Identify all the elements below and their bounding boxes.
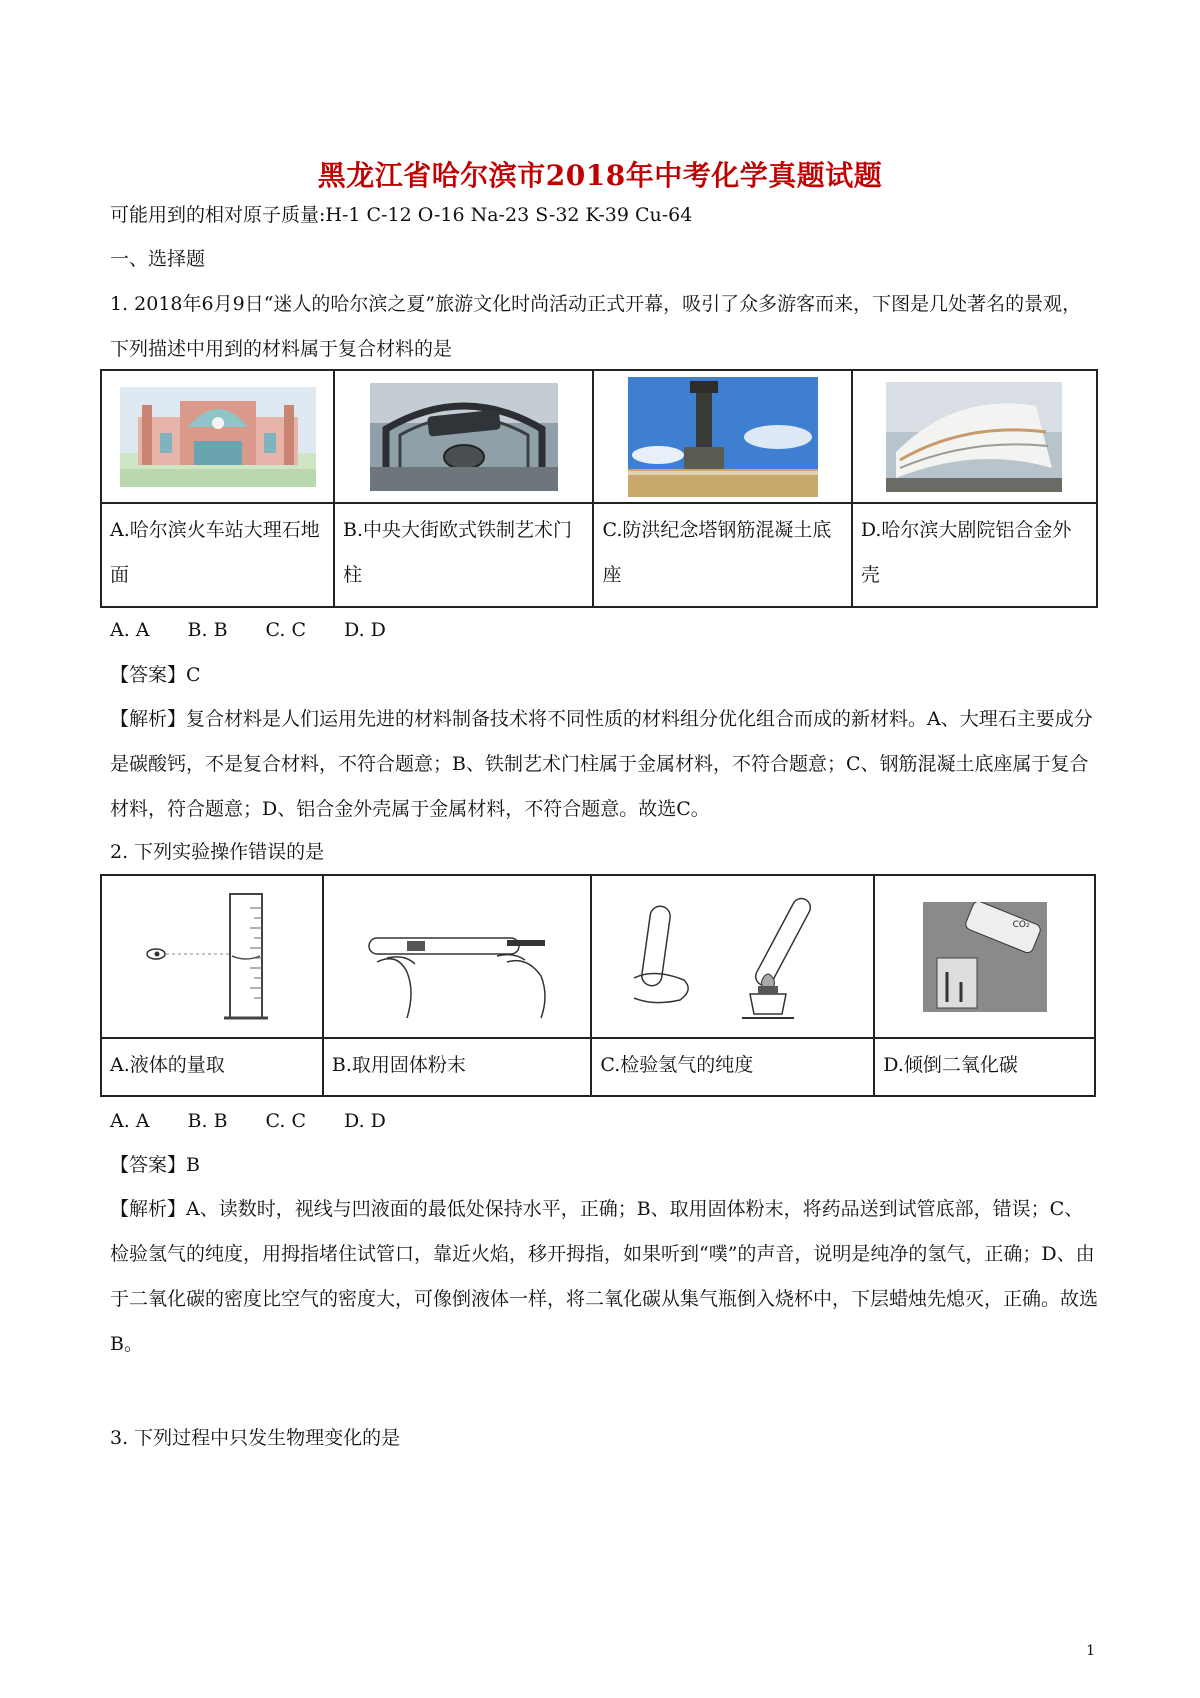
co2-pouring-diagram bbox=[923, 902, 1047, 1012]
option-a-image-cell bbox=[101, 875, 323, 1038]
choice-d: D. D bbox=[344, 619, 386, 641]
test-tube-powder-diagram bbox=[357, 892, 557, 1022]
option-d-image-cell bbox=[874, 875, 1095, 1038]
choice-c: C. C bbox=[265, 1110, 307, 1132]
choice-c: C. C bbox=[265, 619, 307, 641]
question-1-options-table bbox=[100, 369, 1098, 608]
co2-label: CO₂ bbox=[1012, 919, 1030, 930]
option-d-label: D.倾倒二氧化碳 bbox=[874, 1038, 1095, 1096]
option-a-label: A.哈尔滨火车站大理石地面 bbox=[101, 503, 334, 607]
question-2-choices bbox=[110, 1107, 1100, 1135]
question-1-answer: 【答案】C bbox=[110, 664, 201, 686]
option-b-image-cell bbox=[323, 875, 591, 1038]
choice-b: B. B bbox=[187, 619, 228, 641]
option-a-label: A.液体的量取 bbox=[101, 1038, 323, 1096]
option-c-image-cell bbox=[593, 370, 851, 503]
grand-theatre-photo bbox=[886, 382, 1062, 492]
section-heading: 一、选择题 bbox=[110, 248, 206, 270]
hydrogen-purity-diagram bbox=[624, 888, 842, 1026]
option-b-label: B.中央大街欧式铁制艺术门柱 bbox=[334, 503, 593, 607]
choice-b: B. B bbox=[187, 1110, 228, 1132]
option-d-label: D.哈尔滨大剧院铝合金外壳 bbox=[852, 503, 1097, 607]
question-2-answer: 【答案】B bbox=[110, 1154, 200, 1176]
question-1-choices bbox=[110, 616, 1100, 644]
question-2-options-table bbox=[100, 874, 1096, 1097]
iron-gate-photo bbox=[370, 383, 558, 491]
option-c-image-cell bbox=[591, 875, 874, 1038]
train-station-photo bbox=[120, 387, 316, 487]
page-number: 1 bbox=[1086, 1643, 1095, 1659]
choice-a: A. A bbox=[110, 1110, 150, 1132]
page-title: 黑龙江省哈尔滨市2018年中考化学真题试题 bbox=[317, 159, 883, 192]
question-1-analysis: 【解析】复合材料是人们运用先进的材料制备技术将不同性质的材料组分优化组合而成的新材料。A、大理石主要成分是碳酸钙，不是复合材料，不符合题意；B、铁制艺术门柱属于金属材料，不符合题意；C、钢筋混凝土底座属于复合材料，符合题意；D、铝合金外壳属于金属材料，不符合题意。故选C。 bbox=[110, 708, 1093, 820]
option-b-label: B.取用固体粉末 bbox=[323, 1038, 591, 1096]
option-a-image-cell bbox=[101, 370, 334, 503]
question-1-stem: 1. 2018年6月9日“迷人的哈尔滨之夏”旅游文化时尚活动正式开幕，吸引了众多游客而来，下图是几处著名的景观，下列描述中用到的材料属于复合材料的是 bbox=[110, 293, 1082, 360]
choice-a: A. A bbox=[110, 619, 150, 641]
option-c-label: C.防洪纪念塔钢筋混凝土底座 bbox=[593, 503, 851, 607]
graduated-cylinder-diagram bbox=[142, 888, 282, 1026]
question-2-analysis: 【解析】A、读数时，视线与凹液面的最低处保持水平，正确；B、取用固体粉末，将药品送到试管底部，错误；C、检验氢气的纯度，用拇指堵住试管口，靠近火焰，移开拇指，如果听到“噗”的声音，说明是纯净的氢气，正确；D、由于二氧化碳的密度比空气的密度大，可像倒液体一样，将二氧化碳从集气瓶倒入烧杯中，下层蜡烛先熄灭，正确。故选B。 bbox=[110, 1198, 1099, 1355]
option-d-image-cell bbox=[852, 370, 1097, 503]
option-c-label: C.检验氢气的纯度 bbox=[591, 1038, 874, 1096]
flood-monument-photo bbox=[628, 377, 818, 497]
question-3-stem: 3. 下列过程中只发生物理变化的是 bbox=[110, 1427, 401, 1449]
option-b-image-cell bbox=[334, 370, 593, 503]
question-2-stem: 2. 下列实验操作错误的是 bbox=[110, 841, 325, 863]
atomic-masses: 可能用到的相对原子质量:H-1 C-12 O-16 Na-23 S-32 K-39 Cu-64 bbox=[110, 204, 693, 226]
choice-d: D. D bbox=[344, 1110, 386, 1132]
